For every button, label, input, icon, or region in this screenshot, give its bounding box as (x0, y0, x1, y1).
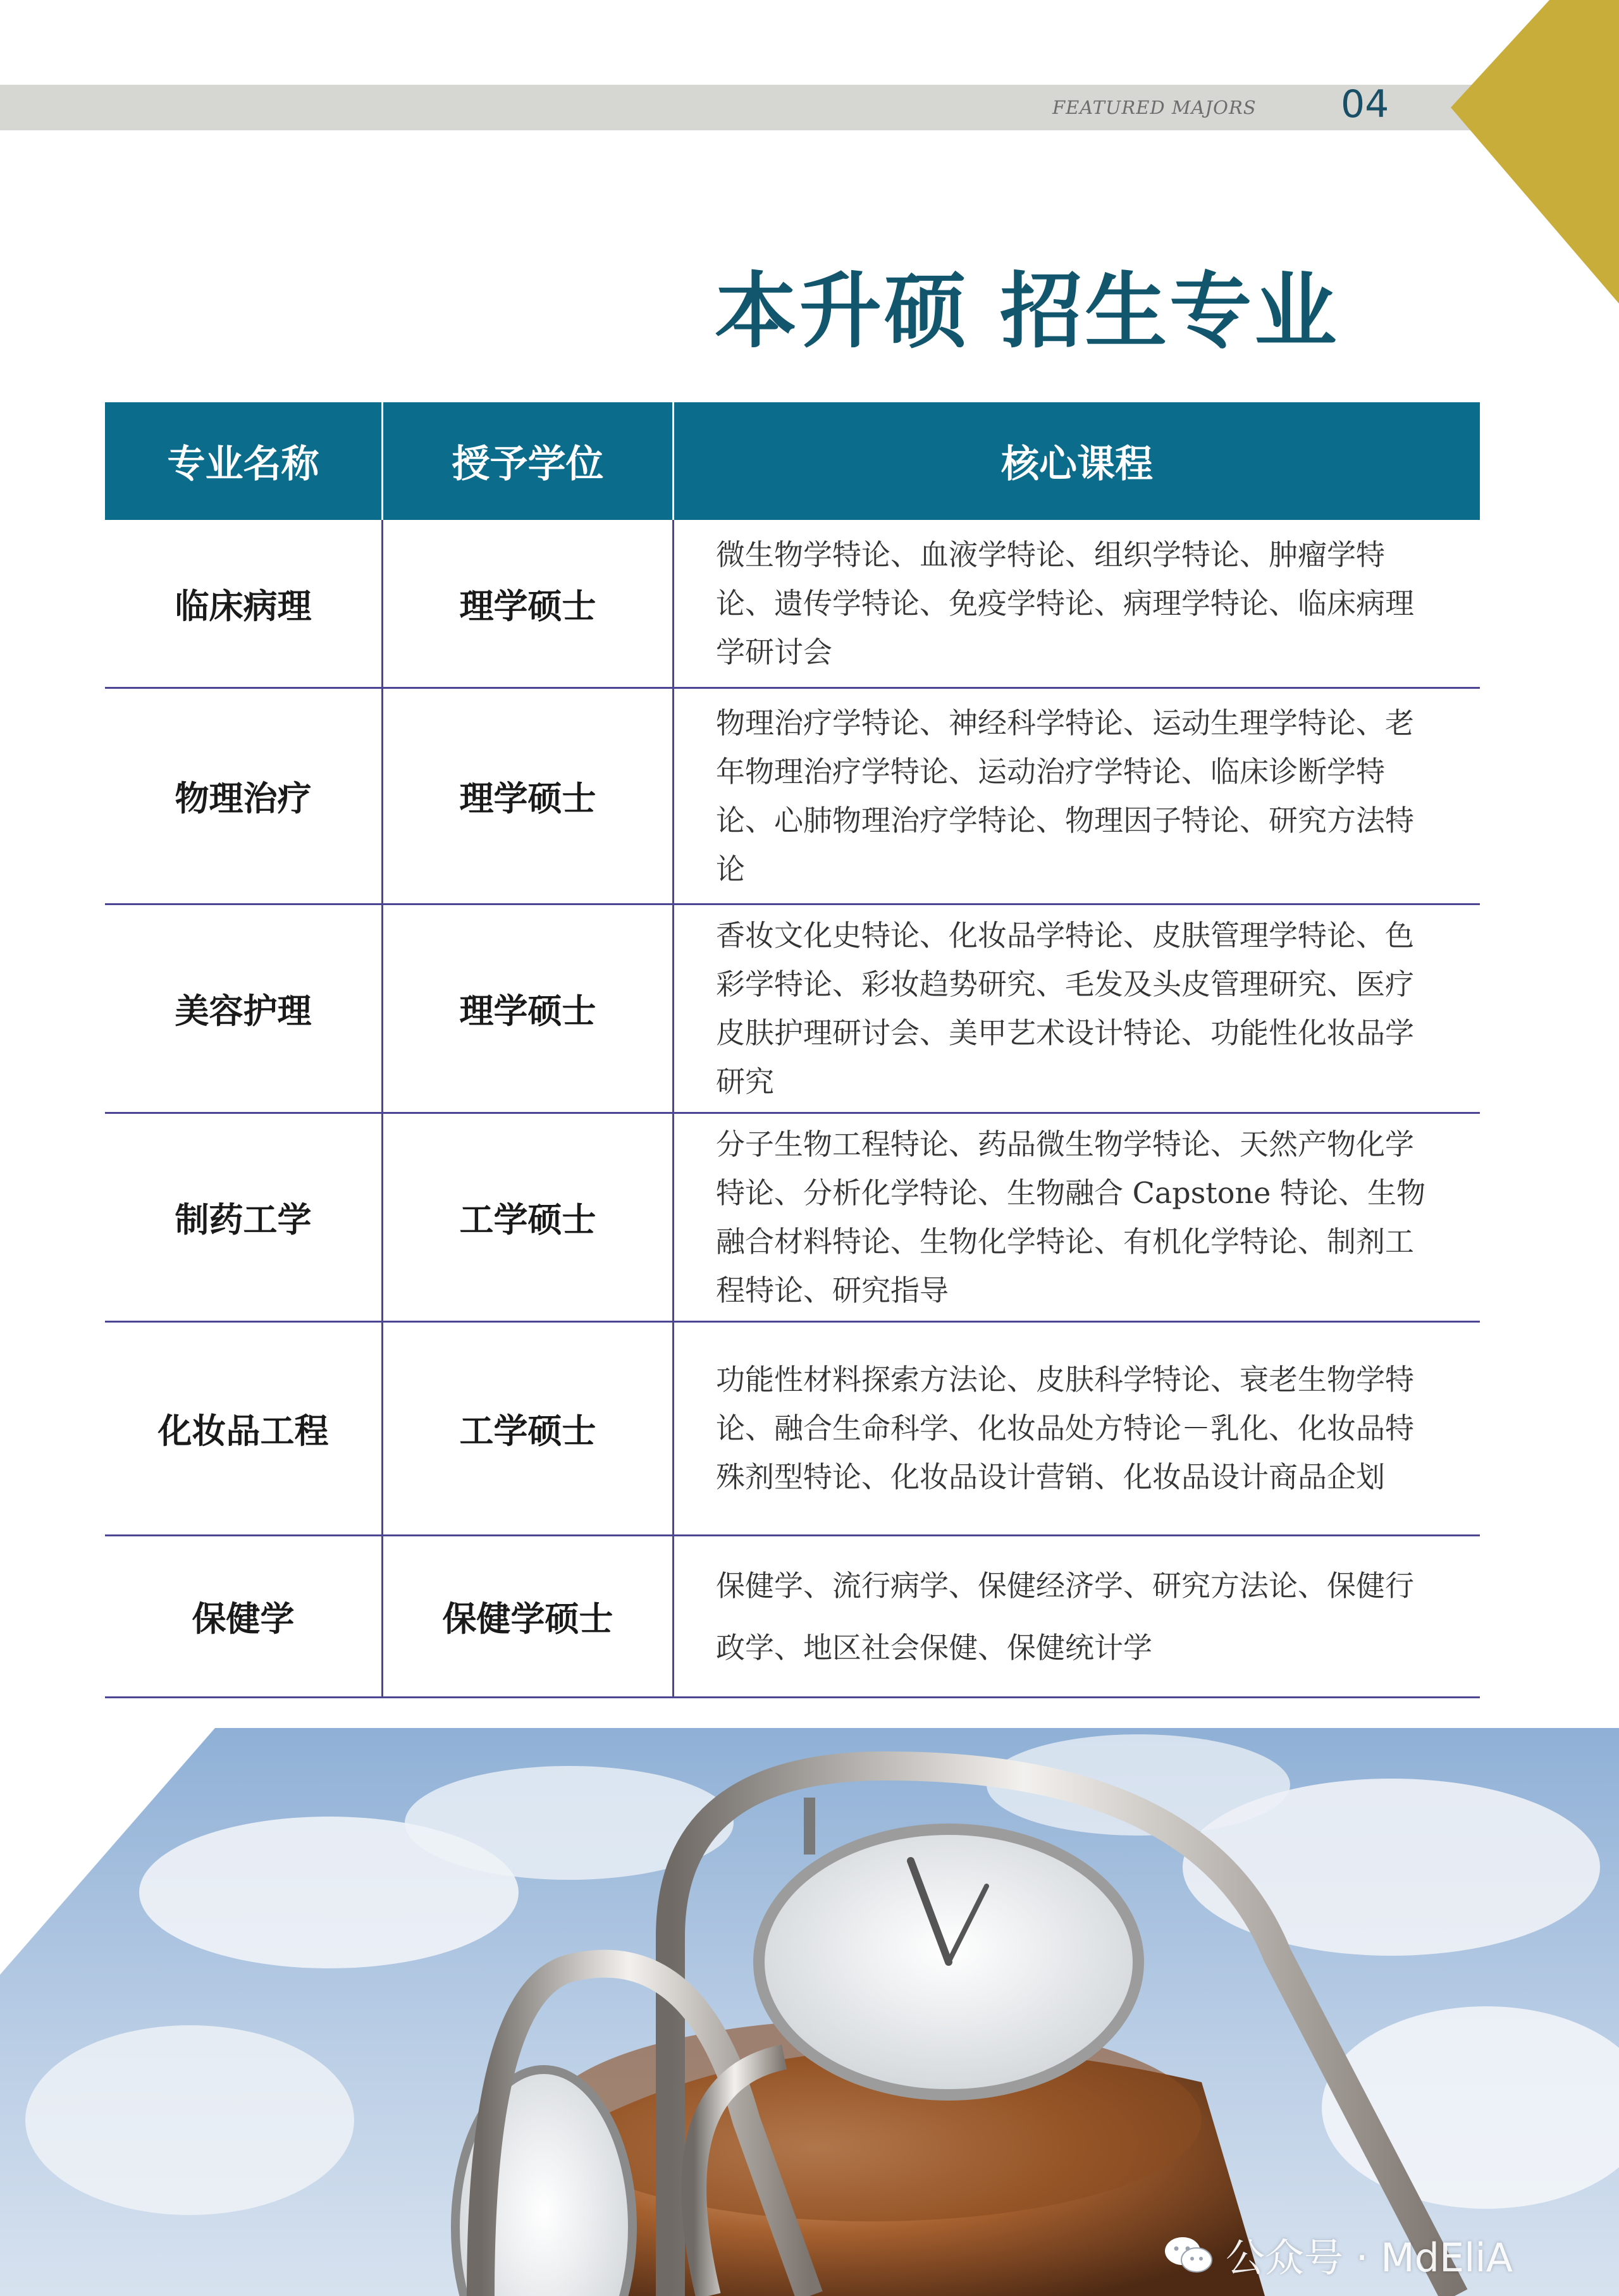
major-name-cell (105, 689, 383, 903)
major-name: 制药工学 (175, 1200, 312, 1240)
column-header-degree: 授予学位 (383, 402, 674, 520)
major-name: 美容护理 (175, 991, 312, 1031)
table-header (105, 402, 1480, 520)
degree-cell (383, 689, 674, 903)
degree-name: 工学硕士 (459, 1200, 596, 1240)
table-row (105, 1536, 1480, 1698)
degree-cell (383, 1323, 674, 1534)
major-name-cell (105, 1323, 383, 1534)
wechat-icon (1164, 2235, 1213, 2275)
table-row (105, 1114, 1480, 1323)
table-row (105, 520, 1480, 689)
core-courses: 保健学、流行病学、保健经济学、研究方法论、保健行政学、地区社会保健、保健统计学 (716, 1568, 1414, 1665)
degree-name: 理学硕士 (459, 991, 596, 1031)
degree-name: 理学硕士 (459, 779, 596, 818)
majors-table (105, 402, 1480, 1698)
major-name: 化妆品工程 (157, 1411, 329, 1451)
major-name: 临床病理 (175, 586, 312, 626)
degree-cell (383, 1114, 674, 1321)
section-label: FEATURED MAJORS (1052, 97, 1257, 118)
degree-cell (383, 520, 674, 687)
degree-name: 保健学硕士 (442, 1599, 613, 1639)
major-name: 保健学 (192, 1599, 295, 1639)
column-header-courses: 核心课程 (1001, 442, 1153, 486)
degree-cell (383, 1536, 674, 1696)
table-row (105, 689, 1480, 905)
degree-name: 工学硕士 (459, 1411, 596, 1451)
degree-name: 理学硕士 (459, 586, 596, 626)
major-name-cell (105, 1536, 383, 1696)
clock-tower-photo (0, 1728, 1619, 2296)
degree-cell (383, 905, 674, 1112)
major-name-cell (105, 520, 383, 687)
page-title: 本升硕 招生专业 (715, 263, 1339, 359)
major-name-cell (105, 905, 383, 1112)
page-number: 04 (1341, 82, 1389, 127)
core-courses: 微生物学特论、血液学特论、组织学特论、肿瘤学特论、遗传学特论、免疫学特论、病理学特论、临床病理学研讨会 (716, 537, 1414, 669)
table-row (105, 1323, 1480, 1536)
major-name-cell (105, 1114, 383, 1321)
core-courses: 分子生物工程特论、药品微生物学特论、天然产物化学特论、分析化学特论、生物融合 Capstone 特论、生物融合材料特论、生物化学特论、有机化学特论、制剂工程特论、研究指导 (716, 1126, 1425, 1307)
column-header-major: 专业名称 (105, 402, 383, 520)
core-courses: 物理治疗学特论、神经科学特论、运动生理学特论、老年物理治疗学特论、运动治疗学特论、临床诊断学特论、心肺物理治疗学特论、物理因子特论、研究方法特论 (716, 705, 1414, 886)
watermark (1164, 2226, 1513, 2283)
major-name: 物理治疗 (175, 779, 312, 818)
table-row (105, 905, 1480, 1114)
watermark-text: 公众号 · MdEliA (1226, 2235, 1513, 2281)
core-courses: 香妆文化史特论、化妆品学特论、皮肤管理学特论、色彩学特论、彩妆趋势研究、毛发及头皮管理研究、医疗皮肤护理研讨会、美甲艺术设计特论、功能性化妆品学研究 (716, 918, 1414, 1099)
core-courses: 功能性材料探索方法论、皮肤科学特论、衰老生物学特论、融合生命科学、化妆品处方特论－乳化、化妆品特殊剂型特论、化妆品设计营销、化妆品设计商品企划 (716, 1362, 1414, 1494)
